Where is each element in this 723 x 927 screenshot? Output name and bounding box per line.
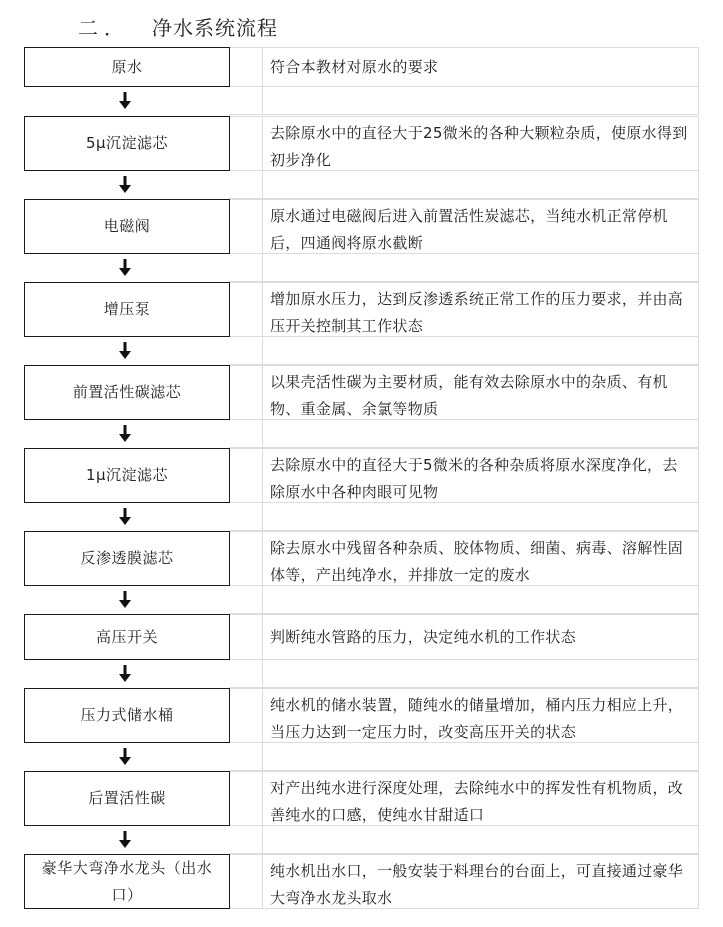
- step-box: [24, 116, 230, 171]
- spacer-cell: [229, 503, 262, 531]
- down-arrow-icon: [119, 342, 131, 360]
- step-description: [262, 854, 699, 909]
- step-description: [262, 688, 699, 743]
- down-arrow-icon: [119, 591, 131, 609]
- section-number: 二．: [78, 16, 130, 40]
- step-description-text: 去除原水中的直径大于25微米的各种大颗粒杂质，使原水得到初步净化: [270, 124, 688, 169]
- step-description: [262, 282, 699, 337]
- blank-description-cell: [262, 254, 699, 282]
- step-box: [24, 448, 230, 503]
- down-arrow-icon: [119, 508, 131, 526]
- section-title: 净水系统流程: [152, 16, 278, 40]
- blank-description-cell: [262, 660, 699, 688]
- spacer-cell: [229, 116, 262, 171]
- step-description: [262, 365, 699, 420]
- spacer-cell: [229, 420, 262, 448]
- step-name: 高压开关: [95, 627, 158, 646]
- connector-row: [0, 337, 723, 365]
- step-name: 豪华大弯净水龙头（出水口）: [41, 858, 213, 904]
- down-arrow-icon: [119, 92, 131, 110]
- step-box: [24, 47, 230, 87]
- step-description: [262, 531, 699, 586]
- spacer-cell: [229, 87, 262, 115]
- connector-row: [0, 254, 723, 282]
- step-box: [24, 688, 230, 743]
- spacer-cell: [229, 365, 262, 420]
- spacer-cell: [229, 282, 262, 337]
- connector-row: [0, 503, 723, 531]
- down-arrow-icon: [119, 665, 131, 683]
- step-name: 5μ沉淀滤芯: [85, 134, 169, 152]
- step-description-text: 纯水机的储水装置，随纯水的储量增加，桶内压力相应上升，当压力达到一定压力时，改变高压开关的状态: [270, 696, 684, 741]
- spacer-cell: [229, 337, 262, 365]
- down-arrow-icon: [119, 176, 131, 194]
- step-description-text: 纯水机出水口，一般安装于料理台的台面上，可直接通过豪华大弯净水龙头取水: [270, 862, 684, 907]
- spacer-cell: [229, 448, 262, 503]
- step-box: [24, 282, 230, 337]
- step-name: 原水: [111, 57, 143, 76]
- step-description-text: 以果壳活性碳为主要材质，能有效去除原水中的杂质、有机物、重金属、余氯等物质: [270, 373, 668, 418]
- step-name: 1μ沉淀滤芯: [85, 466, 169, 484]
- step-name: 增压泵: [103, 300, 151, 318]
- blank-description-cell: [262, 743, 699, 771]
- spacer-cell: [229, 743, 262, 771]
- spacer-cell: [229, 254, 262, 282]
- step-description: [262, 116, 699, 171]
- step-description-text: 去除原水中的直径大于5微米的各种杂质将原水深度净化，去除原水中各种肉眼可见物: [270, 456, 678, 501]
- down-arrow-icon: [119, 748, 131, 766]
- blank-description-cell: [262, 171, 699, 199]
- step-description: [262, 448, 699, 503]
- connector-row: [0, 586, 723, 614]
- spacer-cell: [229, 771, 262, 826]
- spacer-cell: [229, 47, 262, 87]
- connector-row: [0, 420, 723, 448]
- step-description-text: 判断纯水管路的压力，决定纯水机的工作状态: [270, 627, 577, 646]
- spacer-cell: [229, 854, 262, 909]
- down-arrow-icon: [119, 831, 131, 849]
- connector-row: [0, 743, 723, 771]
- step-description: [262, 614, 699, 660]
- blank-description-cell: [262, 87, 699, 115]
- spacer-cell: [229, 614, 262, 660]
- blank-description-cell: [262, 586, 699, 614]
- spacer-cell: [229, 660, 262, 688]
- step-name: 反渗透膜滤芯: [80, 549, 174, 567]
- step-box: [24, 614, 230, 660]
- blank-description-cell: [262, 337, 699, 365]
- connector-row: [0, 660, 723, 688]
- down-arrow-icon: [119, 425, 131, 443]
- connector-row: [0, 826, 723, 854]
- spacer-cell: [229, 688, 262, 743]
- spacer-cell: [229, 586, 262, 614]
- step-name: 电磁阀: [103, 217, 151, 235]
- spacer-cell: [229, 171, 262, 199]
- step-box: [24, 365, 230, 420]
- step-name: 后置活性碳: [88, 789, 166, 807]
- connector-row: [0, 171, 723, 199]
- blank-description-cell: [262, 503, 699, 531]
- step-description: [262, 47, 699, 87]
- step-description-text: 除去原水中残留各种杂质、胶体物质、细菌、病毒、溶解性固体等，产出纯净水，并排放一定的废水: [270, 539, 684, 584]
- spacer-cell: [229, 199, 262, 254]
- step-description: [262, 771, 699, 826]
- step-description-text: 增加原水压力，达到反渗透系统正常工作的压力要求，并由高压开关控制其工作状态: [270, 290, 684, 335]
- step-description-text: 对产出纯水进行深度处理，去除纯水中的挥发性有机物质，改善纯水的口感，使纯水甘甜适口: [270, 779, 684, 824]
- spacer-cell: [229, 531, 262, 586]
- blank-description-cell: [262, 420, 699, 448]
- step-box: [24, 199, 230, 254]
- blank-description-cell: [262, 826, 699, 854]
- connector-row: [0, 87, 723, 115]
- step-description: [262, 199, 699, 254]
- step-description-text: 符合本教材对原水的要求: [270, 57, 439, 76]
- step-description-text: 原水通过电磁阀后进入前置活性炭滤芯，当纯水机正常停机后，四通阀将原水截断: [270, 207, 668, 252]
- step-name: 压力式储水桶: [80, 706, 174, 724]
- step-name: 前置活性碳滤芯: [72, 383, 182, 401]
- step-box: [24, 854, 230, 909]
- step-box: [24, 771, 230, 826]
- step-box: [24, 531, 230, 586]
- down-arrow-icon: [119, 259, 131, 277]
- spacer-cell: [229, 826, 262, 854]
